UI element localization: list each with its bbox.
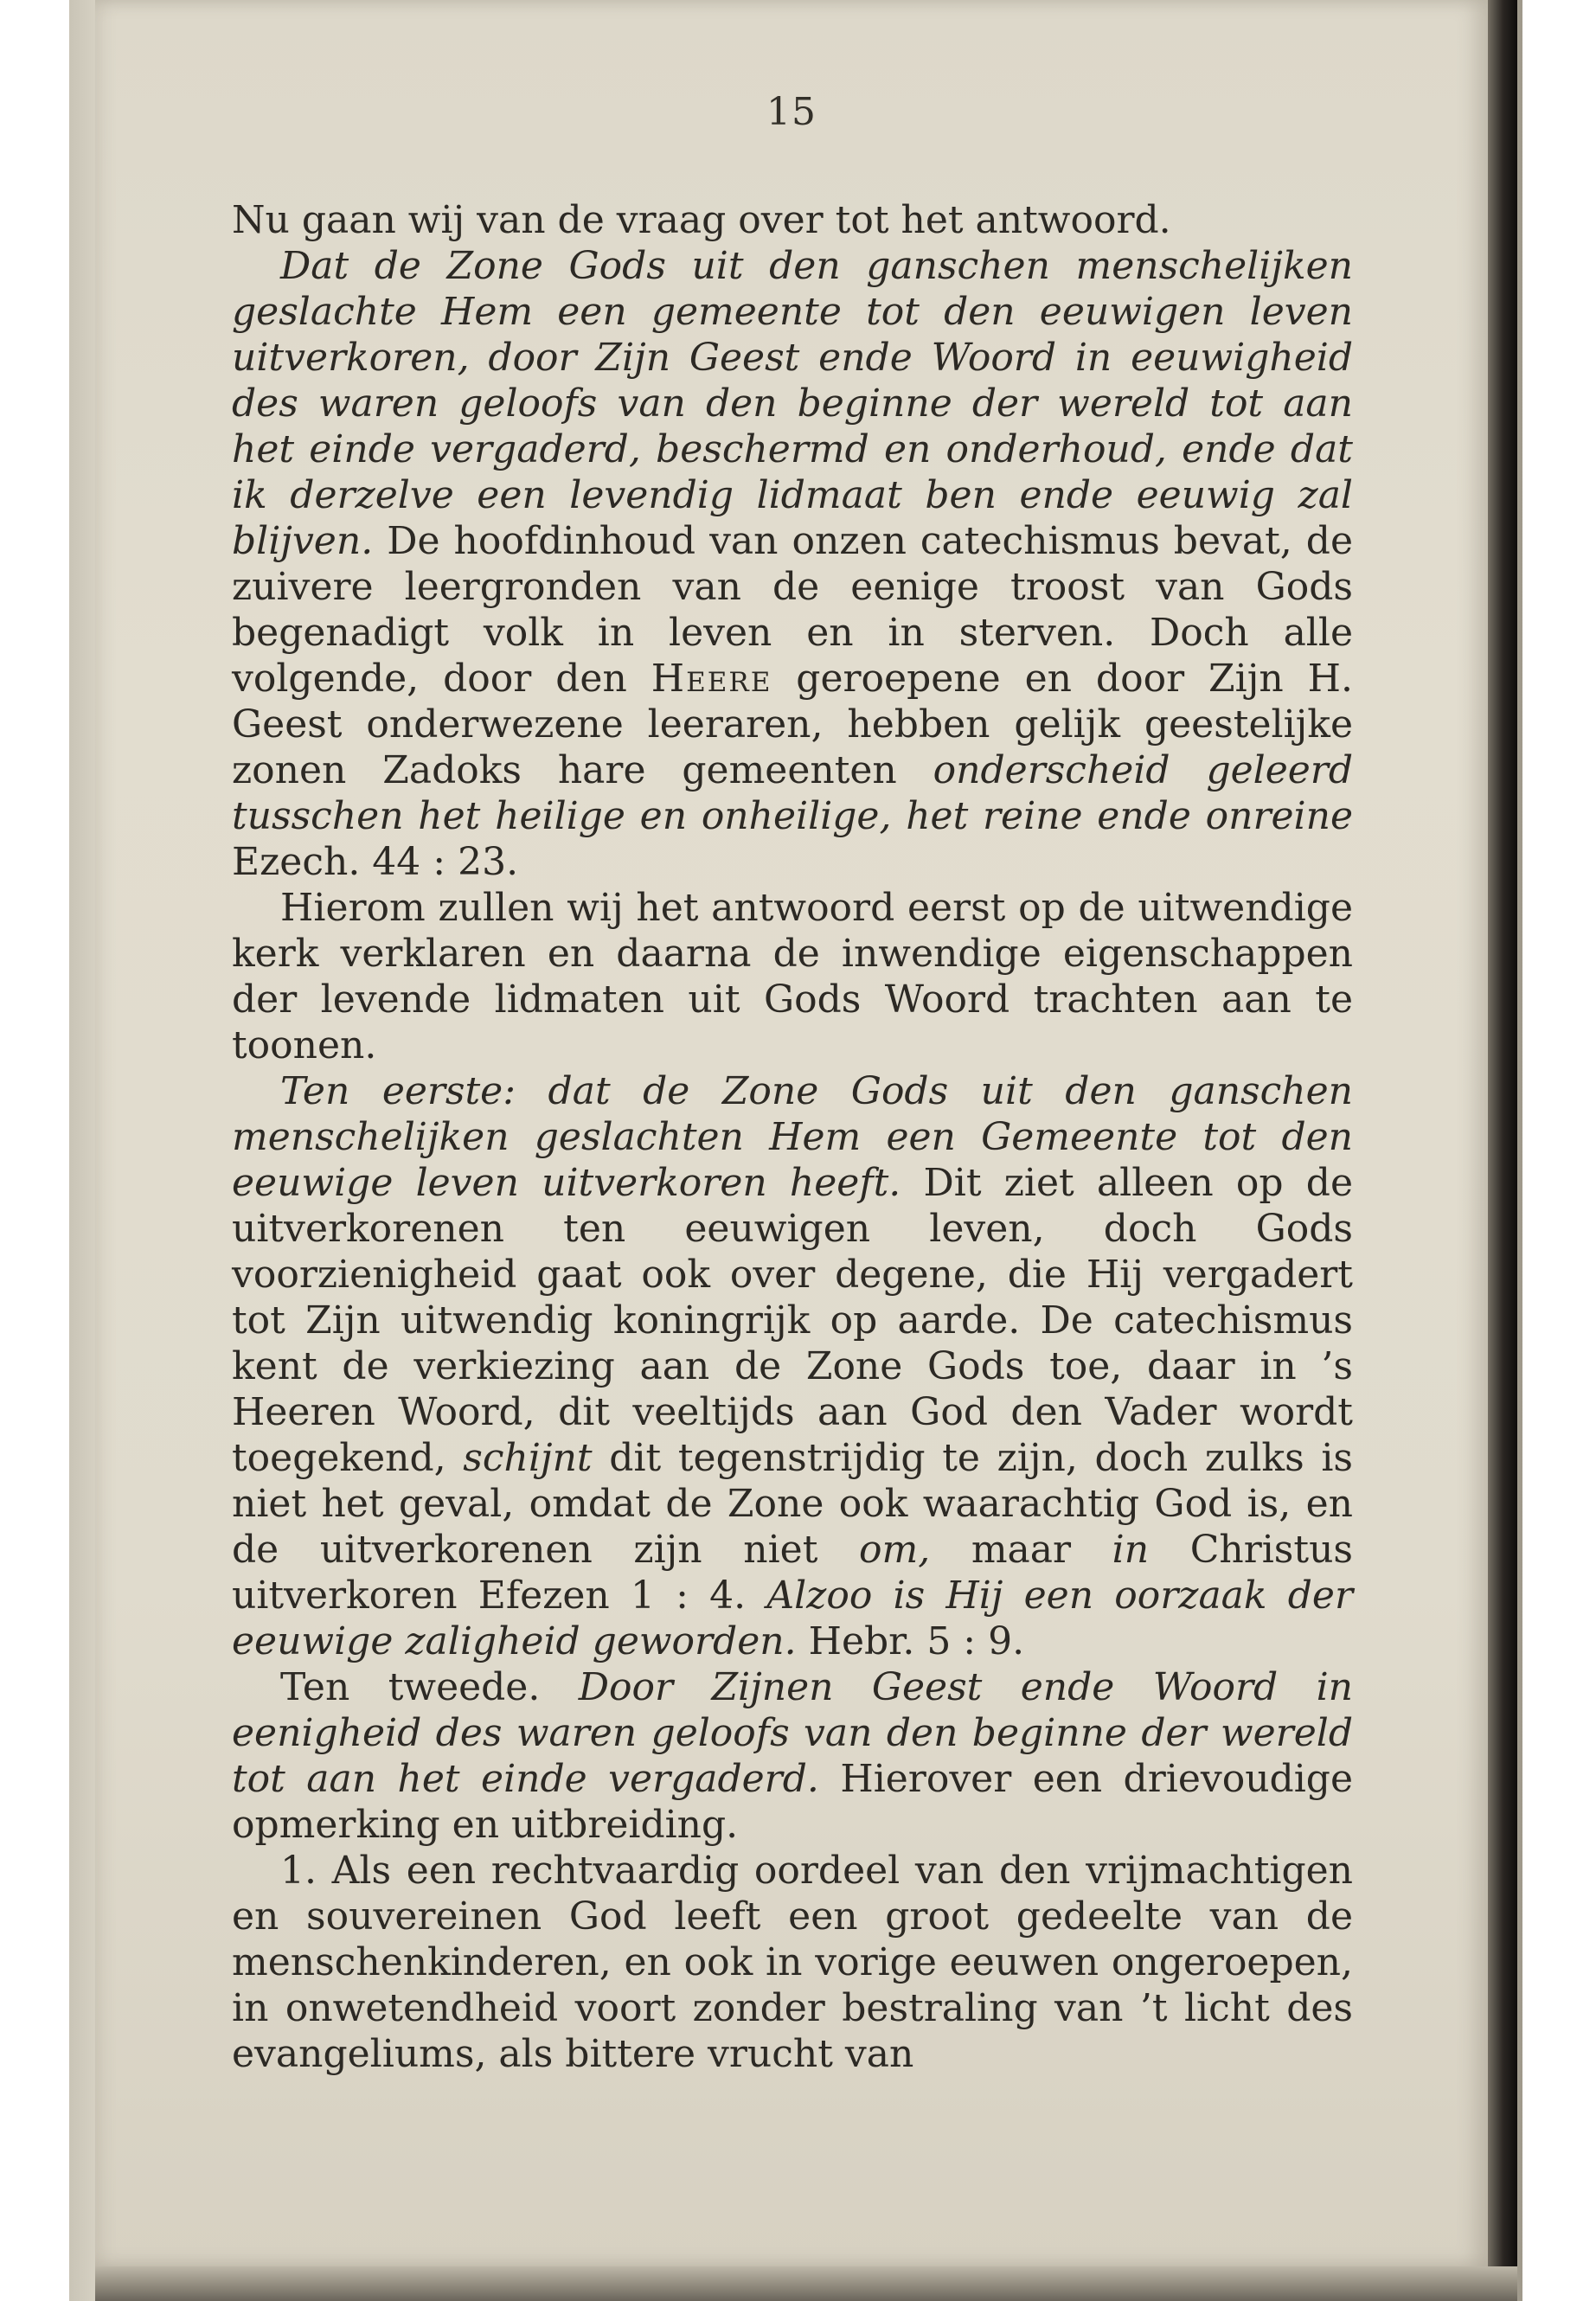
paragraph	[232, 885, 1353, 1068]
text-run: Ten tweede.	[280, 1665, 579, 1709]
italic-text-run: Dat de Zone Gods uit den ganschen menschelijken geslachte Hem een gemeente tot den eeuwigen leven uitverkoren, door Zijn Geest ende Woord in eeuwigheid des waren geloofs van den beginne der wereld tot aan het einde vergaderd, beschermd en onderhoud, ende dat ik derzelve een levendig lidmaat ben ende eeuwig zal blijven.	[232, 244, 1353, 563]
text-run: Hierover een drievoudige opmerking en uitbreiding.	[232, 1757, 1353, 1847]
text-run: Nu gaan wij van de vraag over tot het antwoord.	[232, 198, 1171, 242]
book-spine-shadow	[1486, 0, 1517, 2301]
text-run: Hebr. 5 : 9.	[796, 1619, 1025, 1663]
italic-text-run: schijnt	[463, 1436, 593, 1480]
italic-text-run: Alzoo is Hij een oorzaak der eeuwige zaligheid geworden.	[232, 1574, 1353, 1663]
text-run: De hoofdinhoud van onzen catechismus bevat, de zuivere leergronden van de eenige troost van Gods begenadigt volk in leven en in sterven. Doch alle volgende, door den	[232, 519, 1353, 701]
paragraph	[232, 1068, 1353, 1664]
text-run: dit tegenstrijdig te zijn, doch zulks is niet het geval, omdat de Zone ook waarachtig God is, en de uitverkorenen zijn niet	[232, 1436, 1353, 1572]
text-run: Christus uitverkoren Efezen 1 : 4.	[232, 1528, 1353, 1618]
small-caps-text-run: Heere	[651, 657, 772, 701]
italic-text-run: in	[1112, 1528, 1150, 1572]
page-body-text	[232, 197, 1353, 2077]
text-run: Ezech. 44 : 23.	[232, 840, 519, 884]
italic-text-run: om,	[859, 1528, 931, 1572]
italic-text-run: onderscheid geleerd tusschen het heilige en onheilige, het reine ende onreine	[232, 748, 1353, 838]
paragraph	[232, 1664, 1353, 1848]
italic-text-run: Door Zijnen Geest ende Woord in eenigheid des waren geloofs van den beginne der wereld tot aan het einde vergaderd.	[232, 1665, 1353, 1801]
text-run: 1. Als een rechtvaardig oordeel van den vrijmachtigen en souvereinen God leeft een groot gedeelte van de menschenkinderen, en ook in vorige eeuwen ongeroepen, in onwetendheid voort zonder bestraling van ’t licht des evangeliums, als bittere vrucht van	[232, 1849, 1353, 2076]
paragraph	[232, 243, 1353, 885]
page-bottom-edge	[95, 2266, 1517, 2301]
paragraph	[232, 1848, 1353, 2077]
italic-text-run: Ten eerste: dat de Zone Gods uit den ganschen menschelijken geslachten Hem een Gemeente tot den eeuwige leven uitverkoren heeft.	[232, 1069, 1353, 1205]
paragraph	[232, 197, 1353, 243]
text-run: Hierom zullen wij het antwoord eerst op de uitwendige kerk verklaren en daarna de inwendige eigenschappen der levende lidmaten uit Gods Woord trachten aan te toonen.	[232, 886, 1353, 1067]
page-number: 15	[766, 90, 817, 134]
text-run: Dit ziet alleen op de uitverkorenen ten eeuwigen leven, doch Gods voorzienigheid gaat ook over degene, die Hij vergadert tot Zijn uitwendig koningrijk op aarde. De catechismus kent de verkiezing aan de Zone Gods toe, daar in ’s Heeren Woord, dit veeltijds aan God den Vader wordt toegekend,	[232, 1161, 1353, 1480]
text-run: maar	[930, 1528, 1112, 1572]
book-page	[95, 0, 1488, 2266]
text-run: geroepene en door Zijn H. Geest onderwezene leeraren, hebben gelijk geestelijke zonen Zadoks hare gemeenten	[232, 657, 1353, 792]
